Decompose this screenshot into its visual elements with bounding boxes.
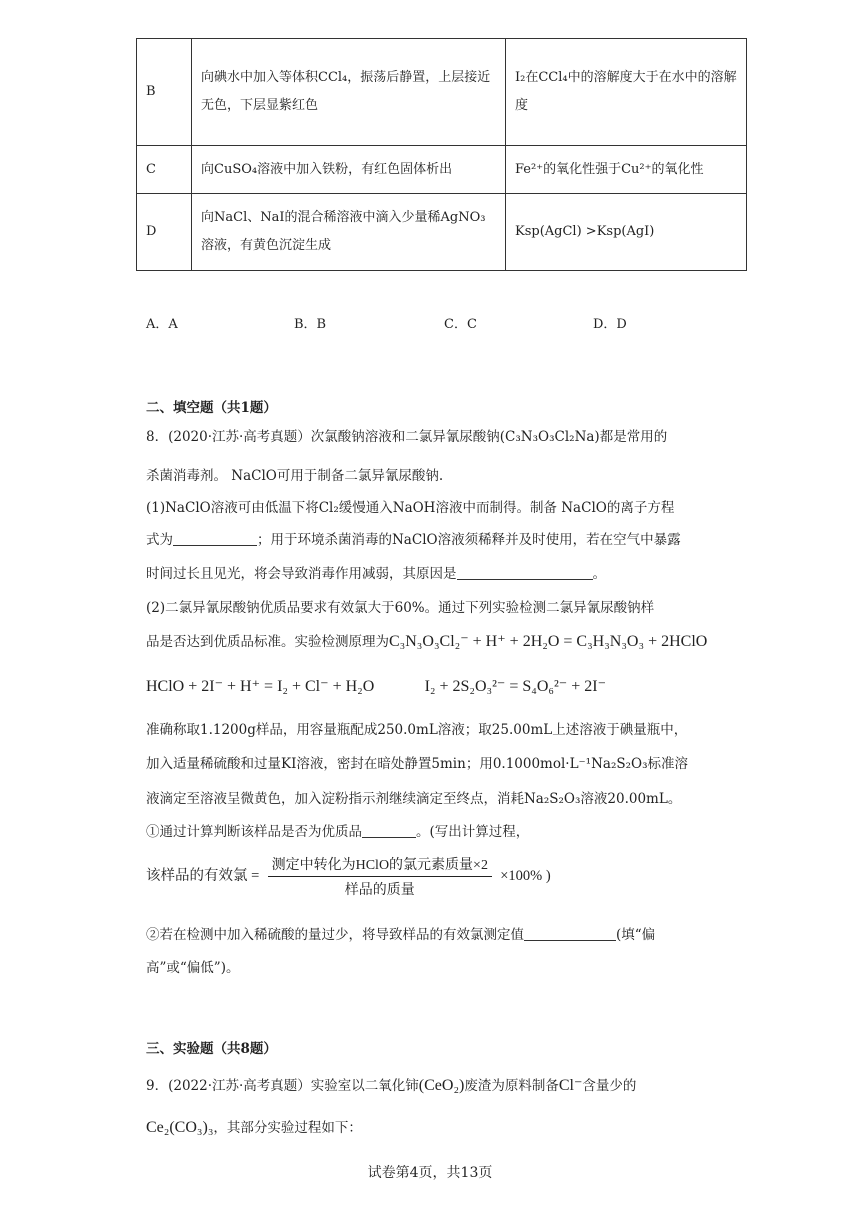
choice-b[interactable]: B．B <box>294 317 327 332</box>
answer-blank[interactable] <box>457 565 593 580</box>
q8-text: 杀菌消毒剂。 NaClO可用于制备二氯异氰尿酸钠. <box>146 468 444 484</box>
row-phenomenon: 向NaCl、NaI的混合稀溶液中滴入少量稀AgNO₃溶液，有黄色沉淀生成 <box>192 194 506 271</box>
q8-subquestion-b: 高”或“偏低”)。 <box>146 960 240 976</box>
answer-blank[interactable] <box>173 531 257 546</box>
equations-row <box>146 676 736 696</box>
q8-part1: 时间过长且见光，将会导致消毒作用减弱，其原因是 。 <box>146 566 606 582</box>
answer-blank[interactable] <box>362 823 416 838</box>
q8-procedure: 准确称取1.1200g样品，用容量瓶配成250.0mL溶液；取25.00mL上述溶液于碘量瓶中， <box>146 722 688 738</box>
equation-1: C₃N₃O₃Cl₂⁻ + H⁺ + 2H₂O = C₃H₃N₃O₃ + 2HClO <box>389 633 708 650</box>
table-row <box>137 39 747 146</box>
equation-3: I₂ + 2S₂O₃²⁻ = S₄O₆²⁻ + 2I⁻ <box>424 678 607 695</box>
choice-d[interactable]: D．D <box>593 317 627 332</box>
q8-procedure: 加入适量稀硫酸和过量KI溶液，密封在暗处静置5min；用0.1000mol·L⁻¹Na₂S₂O₃标准溶 <box>146 756 689 772</box>
formula-denominator: 样品的质量 <box>344 883 415 898</box>
formula-fraction <box>268 854 492 899</box>
choice-a[interactable]: A．A <box>146 317 178 332</box>
effective-chlorine-formula: 该样品的有效氯 = $\frac{\text{测定中转化为HClO的氯元素质量×2}}{\text{样品的质量}}$ ×100% ) <box>146 854 736 899</box>
formula-numerator: 测定中转化为HClO的氯元素质量×2 <box>268 854 492 877</box>
q8-part1: (1)NaClO溶液可由低温下将Cl₂缓慢通入NaOH溶液中而制得。制备 NaClO的离子方程 <box>146 500 675 516</box>
section-title-experiment: 三、实验题（共8题） <box>146 1041 277 1057</box>
q9-text: Ce₂(CO₃)₃，其部分实验过程如下： <box>146 1119 362 1136</box>
options-table <box>136 38 747 271</box>
row-label: C <box>137 146 192 194</box>
table-row <box>137 194 747 271</box>
page-footer: 试卷第4页，共13页 <box>367 1165 493 1181</box>
table-row <box>137 146 747 194</box>
q8-part2: 品是否达到优质品标准。实验检测原理为C₃N₃O₃Cl₂⁻ + H⁺ + 2H₂O = C₃H₃N₃O₃ + 2HClO <box>146 633 708 650</box>
choice-c[interactable]: C．C <box>444 317 477 332</box>
row-conclusion: I₂在CCl₄中的溶解度大于在水中的溶解度 <box>506 39 747 146</box>
section-title-fill-in: 二、填空题（共1题） <box>146 400 277 416</box>
row-conclusion: Ksp(AgCl) >Ksp(AgI) <box>506 194 747 271</box>
q8-part1: 式为 ；用于环境杀菌消毒的NaClO溶液须稀释并及时使用，若在空气中暴露 <box>146 532 681 548</box>
equation-2: HClO + 2I⁻ + H⁺ = I₂ + Cl⁻ + H₂O <box>146 678 375 695</box>
row-phenomenon: 向碘水中加入等体积CCl₄，振荡后静置，上层接近无色，下层显紫红色 <box>192 39 506 146</box>
q8-subquestion-a: ①通过计算判断该样品是否为优质品 。(写出计算过程， <box>146 824 530 840</box>
answer-choices <box>146 313 746 333</box>
row-label: B <box>137 39 192 146</box>
q8-subquestion-b: ②若在检测中加入稀硫酸的量过少，将导致样品的有效氯测定值 (填“偏 <box>146 927 656 943</box>
row-phenomenon: 向CuSO₄溶液中加入铁粉，有红色固体析出 <box>192 146 506 194</box>
row-conclusion: Fe²⁺的氧化性强于Cu²⁺的氧化性 <box>506 146 747 194</box>
answer-blank[interactable] <box>524 926 616 941</box>
q8-text: 8．(2020·江苏·高考真题）次氯酸钠溶液和二氯异氰尿酸钠(C₃N₃O₃Cl₂Na)都是常用的 <box>146 429 668 445</box>
q9-text: 9．(2022·江苏·高考真题）实验室以二氧化铈(CeO₂)废渣为原料制备Cl⁻含量少的 <box>146 1077 637 1094</box>
q8-part2: (2)二氯异氰尿酸钠优质品要求有效氯大于60%。通过下列实验检测二氯异氰尿酸钠样 <box>146 600 655 616</box>
q8-procedure: 液滴定至溶液呈微黄色，加入淀粉指示剂继续滴定至终点，消耗Na₂S₂O₃溶液20.00mL。 <box>146 791 682 807</box>
row-label: D <box>137 194 192 271</box>
